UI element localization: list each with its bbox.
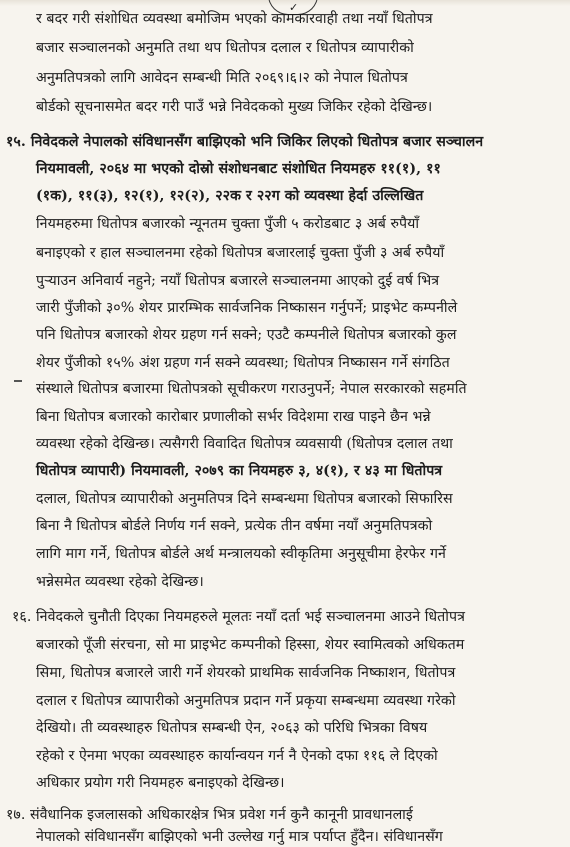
text-line: दलाल, धितोपत्र व्यापारीको अनुमतिपत्र दिने सम्बन्धमा धितोपत्र बजारको सिफारिस <box>36 491 453 507</box>
text-line: १७. संवैधानिक इजलासको अधिकारक्षेत्र भित्र प्रवेश गर्न कुनै कानूनी प्रावधानलाई <box>6 807 413 823</box>
text-line: बोर्डको सूचनासमेत बदर गरी पाउँ भन्ने निवेदकको मुख्य जिकिर रहेको देखिन्छ। <box>36 99 433 115</box>
text-line: र बदर गरी संशोधित व्यवस्था बमोजिम भएको कामकारवाही तथा नयाँ धितोपत्र <box>36 11 433 27</box>
text-line: पुऱ्याउन अनिवार्य नहुने; नयाँ धितोपत्र बजारले सञ्चालनमा आएको दुई वर्ष भित्र <box>36 273 440 289</box>
text-line: नियमावली, २०६४ मा भएको दोस्रो संशोधनबाट संशोधित नियमहरु ११(१), ११ <box>36 161 441 177</box>
text-line: अनुमतिपत्रको लागि आवेदन सम्बन्धी मिति २०६९।६।२ को नेपाल धितोपत्र <box>36 70 408 86</box>
stamp-glyph: ✓ <box>289 1 299 14</box>
text-line: नियमहरुमा धितोपत्र बजारको न्यूनतम चुक्ता पुँजी ५ करोडबाट ३ अर्ब रुपैयाँ <box>36 216 420 232</box>
text-line: लागि माग गर्ने, धितोपत्र बोर्डले अर्थ मन्त्रालयको स्वीकृतिमा अनुसूचीमा हेरफेर गर्ने <box>36 546 446 562</box>
text-line: बजार सञ्चालनको अनुमति तथा थप धितोपत्र दलाल र धितोपत्र व्यापारीको <box>36 40 414 56</box>
text-line: बिना नै धितोपत्र बोर्डले निर्णय गर्न सक्ने, प्रत्येक तीन वर्षमा नयाँ अनुमतिपत्रको <box>36 518 433 534</box>
text-line: बनाइएको र हाल सञ्चालनमा रहेको धितोपत्र बजारलाई चुक्ता पुँजी ३ अर्ब रुपैयाँ <box>36 245 445 261</box>
text-line: भन्नेसमेत व्यवस्था रहेको देखिन्छ। <box>36 574 204 590</box>
margin-tick <box>14 380 22 382</box>
text-line: संस्थाले धितोपत्र बजारमा धितोपत्रको सूचीकरण गराउनुपर्ने; नेपाल सरकारको सहमति <box>36 381 467 397</box>
text-line: (१क), ११(३), १२(१), १२(२), २२क र २२ग को व्यवस्था हेर्दा उल्लिखित <box>36 188 424 204</box>
text-line: अधिकार प्रयोग गरी नियमहरु बनाइएको देखिन्छ। <box>36 775 285 791</box>
text-line: सिमा, धितोपत्र बजारले जारी गर्ने शेयरको प्राथमिक सार्वजनिक निष्काशन, धितोपत्र <box>36 665 456 681</box>
text-line: धितोपत्र व्यापारी) नियमावली, २०७९ का नियमहरु ३, ४(१), र ४३ मा धितोपत्र <box>36 463 443 479</box>
text-line: व्यवस्था रहेको देखिन्छ। त्यसैगरी विवादित धितोपत्र व्यवसायी (धितोपत्र दलाल तथा <box>36 436 453 452</box>
text-line: देखियो। ती व्यवस्थाहरु धितोपत्र सम्बन्धी ऐन, २०६३ को परिधि भित्रका विषय <box>36 720 428 736</box>
text-line: नेपालको संविधानसँग बाझिएको भनी उल्लेख गर्नु मात्र पर्याप्त हुँदैन। संविधानसँग <box>36 829 443 845</box>
text-line: शेयर पुँजीको १५% अंश ग्रहण गर्न सक्ने व्यवस्था; धितोपत्र निष्कासन गर्ने संगठित <box>36 355 450 371</box>
text-line: १५. निवेदकले नेपालको संविधानसँग बाझिएको भनि जिकिर लिएको धितोपत्र बजार सञ्चालन <box>6 134 484 150</box>
text-line: रहेको र ऐनमा भएका व्यवस्थाहरु कार्यान्वयन गर्न नै ऐनको दफा ११६ ले दिएको <box>36 748 438 764</box>
text-line: पनि धितोपत्र बजारको शेयर ग्रहण गर्न सक्ने; एउटै कम्पनीले धितोपत्र बजारको कुल <box>36 327 457 343</box>
text-line: बजारको पूँजी संरचना, सो मा प्राइभेट कम्पनीको हिस्सा, शेयर स्वामित्वको अधिकतम <box>36 637 465 653</box>
text-line: १६. निवेदकले चुनौती दिएका नियमहरुले मूलतः नयाँ दर्ता भई सञ्चालनमा आउने धितोपत्र <box>12 609 465 625</box>
text-line: बिना धितोपत्र बजारको कारोबार प्रणालीको सर्भर विदेशमा राख पाइने छैन भन्ने <box>36 409 431 425</box>
text-line: दलाल र धितोपत्र व्यापारीको अनुमतिपत्र प्रदान गर्ने प्रकृया सम्बन्धमा व्यवस्था गरेको <box>36 693 456 709</box>
text-line: जारी पुँजीको ३०% शेयर प्रारम्भिक सार्वजनिक निष्कासन गर्नुपर्ने; प्राइभेट कम्पनीले <box>36 300 458 316</box>
